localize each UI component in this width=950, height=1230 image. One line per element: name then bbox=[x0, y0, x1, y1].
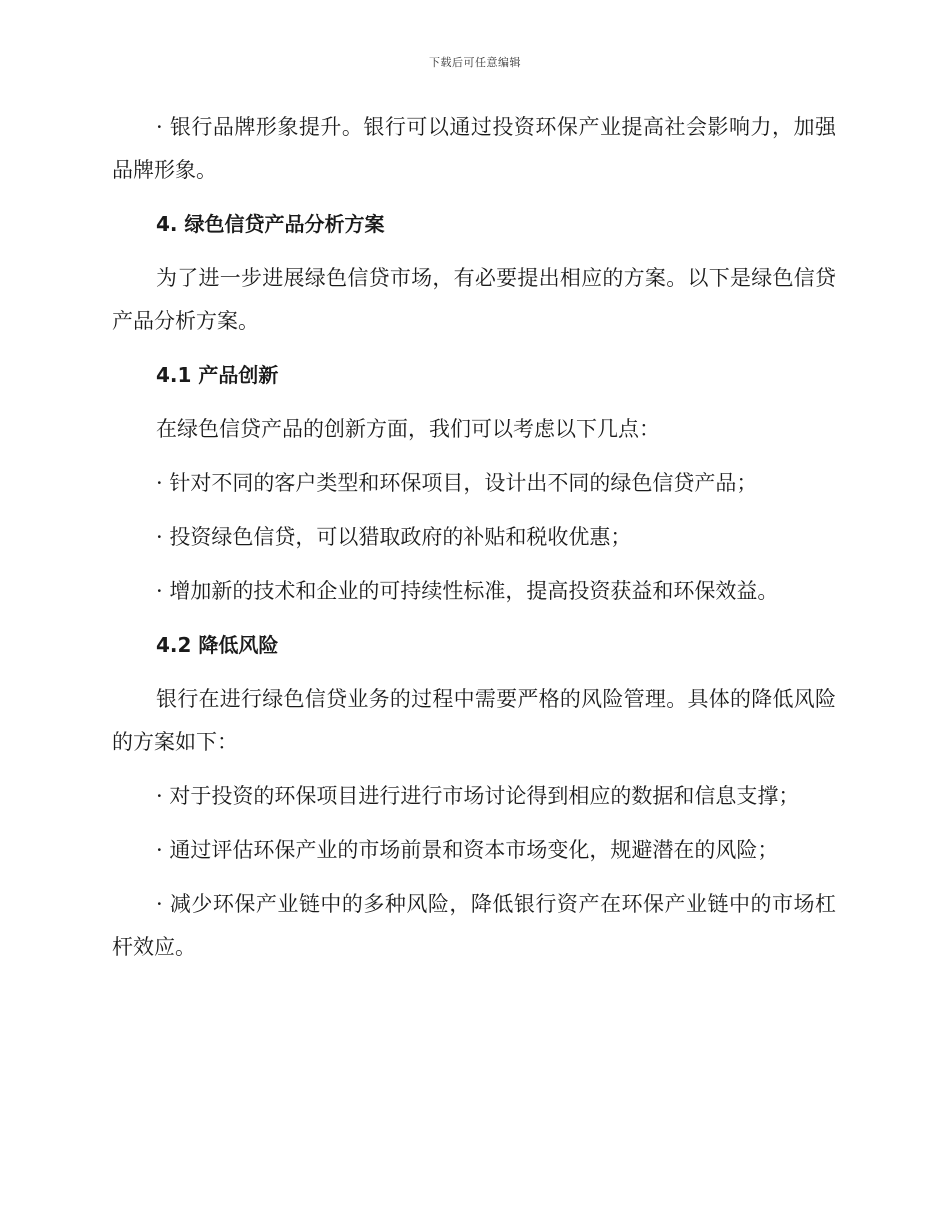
bullet-brand-image: · 银行品牌形象提升。银行可以通过投资环保产业提高社会影响力，加强品牌形象。 bbox=[112, 115, 836, 182]
bullet-item: · 通过评估环保产业的市场前景和资本市场变化，规避潜在的风险； bbox=[156, 838, 779, 862]
section-heading-4-2: 4.2 降低风险 bbox=[156, 633, 279, 657]
bullet-item: · 增加新的技术和企业的可持续性标准，提高投资获益和环保效益。 bbox=[156, 579, 779, 603]
bullet-item: · 投资绿色信贷，可以猎取政府的补贴和税收优惠； bbox=[156, 525, 632, 549]
document-body bbox=[112, 106, 836, 980]
bullet-item: · 针对不同的客户类型和环保项目，设计出不同的绿色信贷产品； bbox=[156, 471, 758, 495]
risk-paragraph: 银行在进行绿色信贷业务的过程中需要严格的风险管理。具体的降低风险的方案如下： bbox=[112, 687, 836, 754]
innovation-paragraph: 在绿色信贷产品的创新方面，我们可以考虑以下几点： bbox=[156, 417, 660, 441]
intro-paragraph: 为了进一步进展绿色信贷市场，有必要提出相应的方案。以下是绿色信贷产品分析方案。 bbox=[112, 266, 836, 333]
page-header: 下载后可任意编辑 bbox=[429, 56, 521, 69]
bullet-item: · 对于投资的环保项目进行进行市场讨论得到相应的数据和信息支撑； bbox=[156, 784, 800, 808]
bullet-item: · 减少环保产业链中的多种风险，降低银行资产在环保产业链中的市场杠杆效应。 bbox=[112, 892, 836, 959]
section-heading-4: 4. 绿色信贷产品分析方案 bbox=[156, 212, 385, 236]
section-heading-4-1: 4.1 产品创新 bbox=[156, 363, 279, 387]
